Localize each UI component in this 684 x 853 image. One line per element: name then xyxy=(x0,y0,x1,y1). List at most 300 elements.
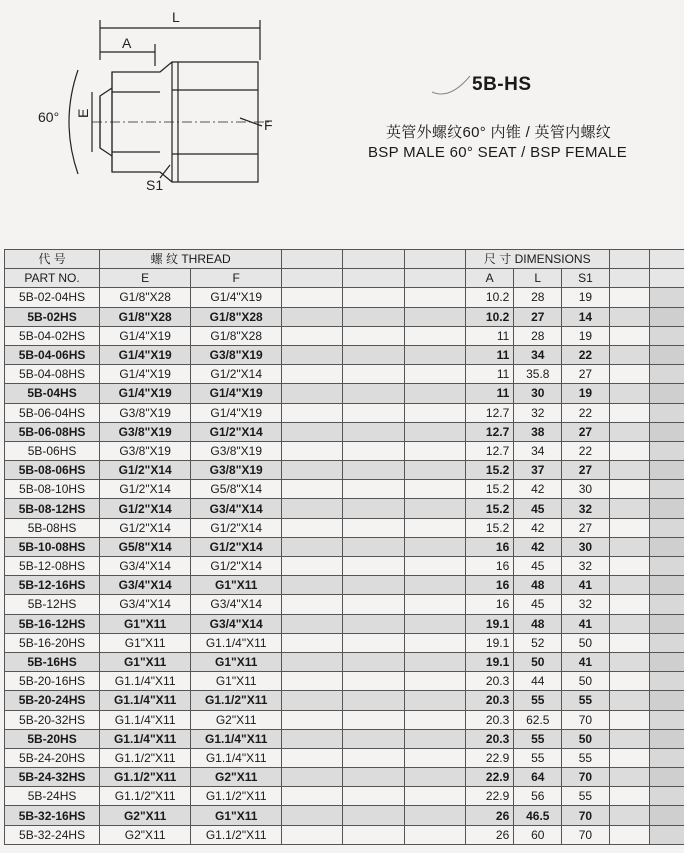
tail-cell xyxy=(650,576,684,595)
blank-cell xyxy=(609,557,650,576)
part-no-cell: 5B-04HS xyxy=(5,384,100,403)
tail-cell xyxy=(650,288,684,307)
part-no-cell: 5B-12-16HS xyxy=(5,576,100,595)
dim-a-cell: 11 xyxy=(465,365,513,384)
table-row xyxy=(5,595,684,614)
blank-cell xyxy=(404,441,465,460)
blank-cell xyxy=(404,345,465,364)
header-s1: S1 xyxy=(562,269,609,288)
thread-f-cell: G1/2"X14 xyxy=(191,422,282,441)
table-row xyxy=(5,461,684,480)
blank-cell xyxy=(282,384,343,403)
table-row xyxy=(5,787,684,806)
blank-cell xyxy=(343,806,404,825)
thread-f-cell: G1"X11 xyxy=(191,806,282,825)
dim-a-cell: 15.2 xyxy=(465,518,513,537)
part-no-cell: 5B-08-10HS xyxy=(5,480,100,499)
part-no-cell: 5B-08-06HS xyxy=(5,461,100,480)
blank-cell xyxy=(404,614,465,633)
blank-cell xyxy=(404,422,465,441)
blank-cell xyxy=(404,768,465,787)
dim-s1-cell: 41 xyxy=(562,576,609,595)
part-no-cell: 5B-20-24HS xyxy=(5,691,100,710)
dim-s1-cell: 30 xyxy=(562,537,609,556)
dim-l-cell: 55 xyxy=(514,691,562,710)
header-blank xyxy=(343,269,404,288)
dim-s1-cell: 41 xyxy=(562,614,609,633)
blank-cell xyxy=(282,365,343,384)
thread-e-cell: G1"X11 xyxy=(100,633,191,652)
blank-cell xyxy=(609,403,650,422)
blank-cell xyxy=(343,595,404,614)
dim-s1-cell: 27 xyxy=(562,518,609,537)
blank-cell xyxy=(609,480,650,499)
tail-cell xyxy=(650,307,684,326)
product-description-en: BSP MALE 60° SEAT / BSP FEMALE xyxy=(368,144,627,161)
dim-s1-cell: 70 xyxy=(562,806,609,825)
part-no-cell: 5B-08-12HS xyxy=(5,499,100,518)
blank-cell xyxy=(282,307,343,326)
table-header-row-1 xyxy=(5,250,684,269)
dim-l-cell: 28 xyxy=(514,288,562,307)
blank-cell xyxy=(343,288,404,307)
dim-l-cell: 35.8 xyxy=(514,365,562,384)
dim-a-cell: 26 xyxy=(465,806,513,825)
header-blank xyxy=(404,250,465,269)
blank-cell xyxy=(609,441,650,460)
thread-f-cell: G1.1/2"X11 xyxy=(191,787,282,806)
thread-f-cell: G1/4"X19 xyxy=(191,288,282,307)
dim-l-cell: 28 xyxy=(514,326,562,345)
blank-cell xyxy=(404,365,465,384)
tail-cell xyxy=(650,461,684,480)
blank-cell xyxy=(282,710,343,729)
blank-cell xyxy=(282,768,343,787)
dim-l-cell: 32 xyxy=(514,403,562,422)
dim-l-cell: 45 xyxy=(514,595,562,614)
dim-l-cell: 42 xyxy=(514,480,562,499)
dim-s1-cell: 32 xyxy=(562,499,609,518)
part-no-cell: 5B-04-08HS xyxy=(5,365,100,384)
blank-cell xyxy=(609,326,650,345)
header-blank xyxy=(282,250,343,269)
dim-l-cell: 37 xyxy=(514,461,562,480)
blank-cell xyxy=(404,499,465,518)
part-no-cell: 5B-20-32HS xyxy=(5,710,100,729)
thread-f-cell: G3/4"X14 xyxy=(191,499,282,518)
tail-cell xyxy=(650,499,684,518)
thread-e-cell: G3/4"X14 xyxy=(100,557,191,576)
tail-cell xyxy=(650,422,684,441)
blank-cell xyxy=(343,441,404,460)
thread-f-cell: G1.1/4"X11 xyxy=(191,633,282,652)
table-row xyxy=(5,480,684,499)
thread-e-cell: G1/4"X19 xyxy=(100,384,191,403)
tail-cell xyxy=(650,652,684,671)
blank-cell xyxy=(343,614,404,633)
table-row xyxy=(5,345,684,364)
tail-cell xyxy=(650,345,684,364)
spec-body xyxy=(5,288,684,844)
blank-cell xyxy=(343,365,404,384)
thread-e-cell: G1/2"X14 xyxy=(100,480,191,499)
blank-cell xyxy=(282,825,343,844)
dim-s1-cell: 41 xyxy=(562,652,609,671)
blank-cell xyxy=(282,806,343,825)
dim-l-cell: 55 xyxy=(514,729,562,748)
dim-a-cell: 15.2 xyxy=(465,480,513,499)
blank-cell xyxy=(343,326,404,345)
blank-cell xyxy=(343,345,404,364)
thread-e-cell: G2"X11 xyxy=(100,806,191,825)
blank-cell xyxy=(282,480,343,499)
blank-cell xyxy=(343,672,404,691)
thread-f-cell: G1.1/2"X11 xyxy=(191,691,282,710)
dim-s1-cell: 32 xyxy=(562,595,609,614)
dim-l-cell: 27 xyxy=(514,307,562,326)
thread-f-cell: G1/4"X19 xyxy=(191,403,282,422)
blank-cell xyxy=(404,307,465,326)
thread-e-cell: G3/8"X19 xyxy=(100,403,191,422)
dim-l-cell: 38 xyxy=(514,422,562,441)
dim-a-cell: 16 xyxy=(465,595,513,614)
dim-l-cell: 46.5 xyxy=(514,806,562,825)
blank-cell xyxy=(343,518,404,537)
dim-a-cell: 15.2 xyxy=(465,499,513,518)
dim-s1-cell: 27 xyxy=(562,461,609,480)
dim-a-cell: 10.2 xyxy=(465,307,513,326)
dim-l-cell: 45 xyxy=(514,499,562,518)
part-no-cell: 5B-32-16HS xyxy=(5,806,100,825)
blank-cell xyxy=(404,729,465,748)
dim-l-cell: 48 xyxy=(514,614,562,633)
dim-a-cell: 19.1 xyxy=(465,652,513,671)
dim-a-cell: 19.1 xyxy=(465,614,513,633)
table-row xyxy=(5,768,684,787)
product-description-cn: 英管外螺纹60° 内锥 / 英管内螺纹 xyxy=(386,124,612,141)
blank-cell xyxy=(404,557,465,576)
blank-cell xyxy=(404,518,465,537)
dim-a-cell: 12.7 xyxy=(465,403,513,422)
tail-cell xyxy=(650,787,684,806)
blank-cell xyxy=(404,461,465,480)
thread-e-cell: G3/8"X19 xyxy=(100,441,191,460)
blank-cell xyxy=(343,825,404,844)
thread-e-cell: G1/4"X19 xyxy=(100,326,191,345)
dim-a-cell: 20.3 xyxy=(465,672,513,691)
swoosh-icon xyxy=(430,72,475,102)
dim-a-cell: 22.9 xyxy=(465,748,513,767)
tail-cell xyxy=(650,729,684,748)
blank-cell xyxy=(404,787,465,806)
dim-l-cell: 56 xyxy=(514,787,562,806)
dim-s1-cell: 22 xyxy=(562,441,609,460)
part-no-cell: 5B-04-06HS xyxy=(5,345,100,364)
angle-label: 60° xyxy=(38,109,60,125)
dim-l-cell: 50 xyxy=(514,652,562,671)
blank-cell xyxy=(609,576,650,595)
table-row xyxy=(5,288,684,307)
blank-cell xyxy=(609,595,650,614)
dim-l-cell: 44 xyxy=(514,672,562,691)
table-row xyxy=(5,614,684,633)
blank-cell xyxy=(282,595,343,614)
dim-s1-cell: 50 xyxy=(562,729,609,748)
tail-cell xyxy=(650,537,684,556)
part-no-cell: 5B-06HS xyxy=(5,441,100,460)
blank-cell xyxy=(282,518,343,537)
table-row xyxy=(5,365,684,384)
tail-cell xyxy=(650,480,684,499)
dim-s1-cell: 27 xyxy=(562,422,609,441)
blank-cell xyxy=(343,710,404,729)
part-no-cell: 5B-04-02HS xyxy=(5,326,100,345)
thread-f-cell: G2"X11 xyxy=(191,710,282,729)
blank-cell xyxy=(343,403,404,422)
blank-cell xyxy=(343,729,404,748)
thread-e-cell: G1/8"X28 xyxy=(100,288,191,307)
blank-cell xyxy=(343,576,404,595)
blank-cell xyxy=(282,403,343,422)
blank-cell xyxy=(609,748,650,767)
header-a: A xyxy=(465,269,513,288)
tail-cell xyxy=(650,748,684,767)
dim-l-cell: 45 xyxy=(514,557,562,576)
dim-a-cell: 20.3 xyxy=(465,729,513,748)
blank-cell xyxy=(343,768,404,787)
dim-l-cell: 48 xyxy=(514,576,562,595)
table-row xyxy=(5,307,684,326)
blank-cell xyxy=(282,461,343,480)
part-no-cell: 5B-16HS xyxy=(5,652,100,671)
blank-cell xyxy=(282,441,343,460)
part-no-cell: 5B-06-04HS xyxy=(5,403,100,422)
dim-a-cell: 16 xyxy=(465,557,513,576)
dim-l-cell: 64 xyxy=(514,768,562,787)
thread-f-cell: G1.1/4"X11 xyxy=(191,748,282,767)
dim-a-cell: 26 xyxy=(465,825,513,844)
part-no-cell: 5B-24HS xyxy=(5,787,100,806)
part-no-cell: 5B-02-04HS xyxy=(5,288,100,307)
dim-F-label: F xyxy=(264,117,273,133)
blank-cell xyxy=(282,326,343,345)
header-blank xyxy=(609,269,650,288)
dim-l-cell: 34 xyxy=(514,345,562,364)
part-no-cell: 5B-02HS xyxy=(5,307,100,326)
table-row xyxy=(5,652,684,671)
blank-cell xyxy=(609,825,650,844)
blank-cell xyxy=(404,384,465,403)
blank-cell xyxy=(282,422,343,441)
part-no-cell: 5B-12HS xyxy=(5,595,100,614)
blank-cell xyxy=(404,652,465,671)
spec-table xyxy=(4,249,684,845)
table-row xyxy=(5,729,684,748)
thread-e-cell: G1.1/2"X11 xyxy=(100,787,191,806)
thread-e-cell: G1.1/4"X11 xyxy=(100,672,191,691)
tail-cell xyxy=(650,365,684,384)
blank-cell xyxy=(282,672,343,691)
blank-cell xyxy=(404,806,465,825)
dim-s1-cell: 22 xyxy=(562,403,609,422)
dim-a-cell: 15.2 xyxy=(465,461,513,480)
blank-cell xyxy=(609,499,650,518)
table-header-row-2 xyxy=(5,269,684,288)
blank-cell xyxy=(404,672,465,691)
blank-cell xyxy=(404,288,465,307)
fitting-drawing xyxy=(0,0,330,210)
blank-cell xyxy=(343,384,404,403)
dim-l-cell: 55 xyxy=(514,748,562,767)
header-dimensions: 尺 寸 DIMENSIONS xyxy=(465,250,609,269)
blank-cell xyxy=(343,691,404,710)
blank-cell xyxy=(343,652,404,671)
dim-a-cell: 12.7 xyxy=(465,441,513,460)
blank-cell xyxy=(404,710,465,729)
table-row xyxy=(5,422,684,441)
thread-f-cell: G3/4"X14 xyxy=(191,614,282,633)
header-f: F xyxy=(191,269,282,288)
blank-cell xyxy=(609,345,650,364)
thread-f-cell: G1"X11 xyxy=(191,672,282,691)
blank-cell xyxy=(404,403,465,422)
header-tail xyxy=(650,250,684,269)
table-row xyxy=(5,537,684,556)
blank-cell xyxy=(609,633,650,652)
table-row xyxy=(5,403,684,422)
table-row xyxy=(5,384,684,403)
tail-cell xyxy=(650,672,684,691)
tail-cell xyxy=(650,595,684,614)
blank-cell xyxy=(609,691,650,710)
blank-cell xyxy=(404,480,465,499)
blank-cell xyxy=(343,537,404,556)
part-no-cell: 5B-20-16HS xyxy=(5,672,100,691)
blank-cell xyxy=(404,576,465,595)
blank-cell xyxy=(609,422,650,441)
blank-cell xyxy=(282,729,343,748)
dim-a-cell: 11 xyxy=(465,384,513,403)
blank-cell xyxy=(404,825,465,844)
part-no-cell: 5B-16-12HS xyxy=(5,614,100,633)
dim-s1-cell: 19 xyxy=(562,288,609,307)
blank-cell xyxy=(404,595,465,614)
tail-cell xyxy=(650,384,684,403)
thread-e-cell: G1.1/4"X11 xyxy=(100,729,191,748)
thread-f-cell: G3/8"X19 xyxy=(191,461,282,480)
part-no-cell: 5B-12-08HS xyxy=(5,557,100,576)
table-row xyxy=(5,633,684,652)
blank-cell xyxy=(282,345,343,364)
dim-a-cell: 10.2 xyxy=(465,288,513,307)
dim-s1-cell: 55 xyxy=(562,691,609,710)
blank-cell xyxy=(609,518,650,537)
blank-cell xyxy=(404,633,465,652)
thread-f-cell: G1.1/4"X11 xyxy=(191,729,282,748)
tail-cell xyxy=(650,326,684,345)
table-row xyxy=(5,518,684,537)
table-row xyxy=(5,326,684,345)
table-row xyxy=(5,672,684,691)
header-blank xyxy=(609,250,650,269)
thread-f-cell: G2"X11 xyxy=(191,768,282,787)
thread-f-cell: G5/8"X14 xyxy=(191,480,282,499)
thread-f-cell: G1/2"X14 xyxy=(191,557,282,576)
blank-cell xyxy=(609,537,650,556)
thread-e-cell: G1/4"X19 xyxy=(100,345,191,364)
tail-cell xyxy=(650,710,684,729)
blank-cell xyxy=(282,652,343,671)
header-tail xyxy=(650,269,684,288)
thread-f-cell: G1.1/2"X11 xyxy=(191,825,282,844)
part-no-cell: 5B-24-32HS xyxy=(5,768,100,787)
blank-cell xyxy=(609,710,650,729)
dim-a-cell: 12.7 xyxy=(465,422,513,441)
dim-s1-cell: 32 xyxy=(562,557,609,576)
blank-cell xyxy=(609,806,650,825)
header-blank xyxy=(343,250,404,269)
table-row xyxy=(5,441,684,460)
dim-l-cell: 34 xyxy=(514,441,562,460)
dim-s1-cell: 22 xyxy=(562,345,609,364)
thread-f-cell: G1/2"X14 xyxy=(191,537,282,556)
blank-cell xyxy=(282,576,343,595)
table-row xyxy=(5,710,684,729)
table-row xyxy=(5,499,684,518)
header-blank xyxy=(282,269,343,288)
dim-l-cell: 30 xyxy=(514,384,562,403)
dim-a-cell: 11 xyxy=(465,345,513,364)
tail-cell xyxy=(650,768,684,787)
thread-f-cell: G1"X11 xyxy=(191,652,282,671)
table-row xyxy=(5,825,684,844)
part-no-cell: 5B-10-08HS xyxy=(5,537,100,556)
dim-l-cell: 42 xyxy=(514,518,562,537)
dim-a-cell: 16 xyxy=(465,576,513,595)
blank-cell xyxy=(282,557,343,576)
dim-a-cell: 19.1 xyxy=(465,633,513,652)
dim-s1-cell: 19 xyxy=(562,384,609,403)
tail-cell xyxy=(650,441,684,460)
dim-s1-cell: 50 xyxy=(562,672,609,691)
dim-s1-cell: 55 xyxy=(562,787,609,806)
thread-f-cell: G1/4"X19 xyxy=(191,384,282,403)
table-row xyxy=(5,557,684,576)
blank-cell xyxy=(609,729,650,748)
blank-cell xyxy=(609,652,650,671)
dim-l-cell: 52 xyxy=(514,633,562,652)
dim-l-cell: 62.5 xyxy=(514,710,562,729)
thread-f-cell: G3/8"X19 xyxy=(191,345,282,364)
blank-cell xyxy=(609,365,650,384)
dim-a-cell: 22.9 xyxy=(465,768,513,787)
blank-cell xyxy=(343,633,404,652)
thread-e-cell: G1/8"X28 xyxy=(100,307,191,326)
blank-cell xyxy=(282,537,343,556)
thread-f-cell: G1"X11 xyxy=(191,576,282,595)
thread-e-cell: G1/2"X14 xyxy=(100,499,191,518)
blank-cell xyxy=(343,461,404,480)
dim-s1-cell: 55 xyxy=(562,748,609,767)
header-e: E xyxy=(100,269,191,288)
dim-s1-cell: 19 xyxy=(562,326,609,345)
tail-cell xyxy=(650,518,684,537)
tail-cell xyxy=(650,403,684,422)
thread-e-cell: G2"X11 xyxy=(100,825,191,844)
blank-cell xyxy=(609,768,650,787)
product-code: 5B-HS xyxy=(472,74,532,95)
blank-cell xyxy=(282,499,343,518)
